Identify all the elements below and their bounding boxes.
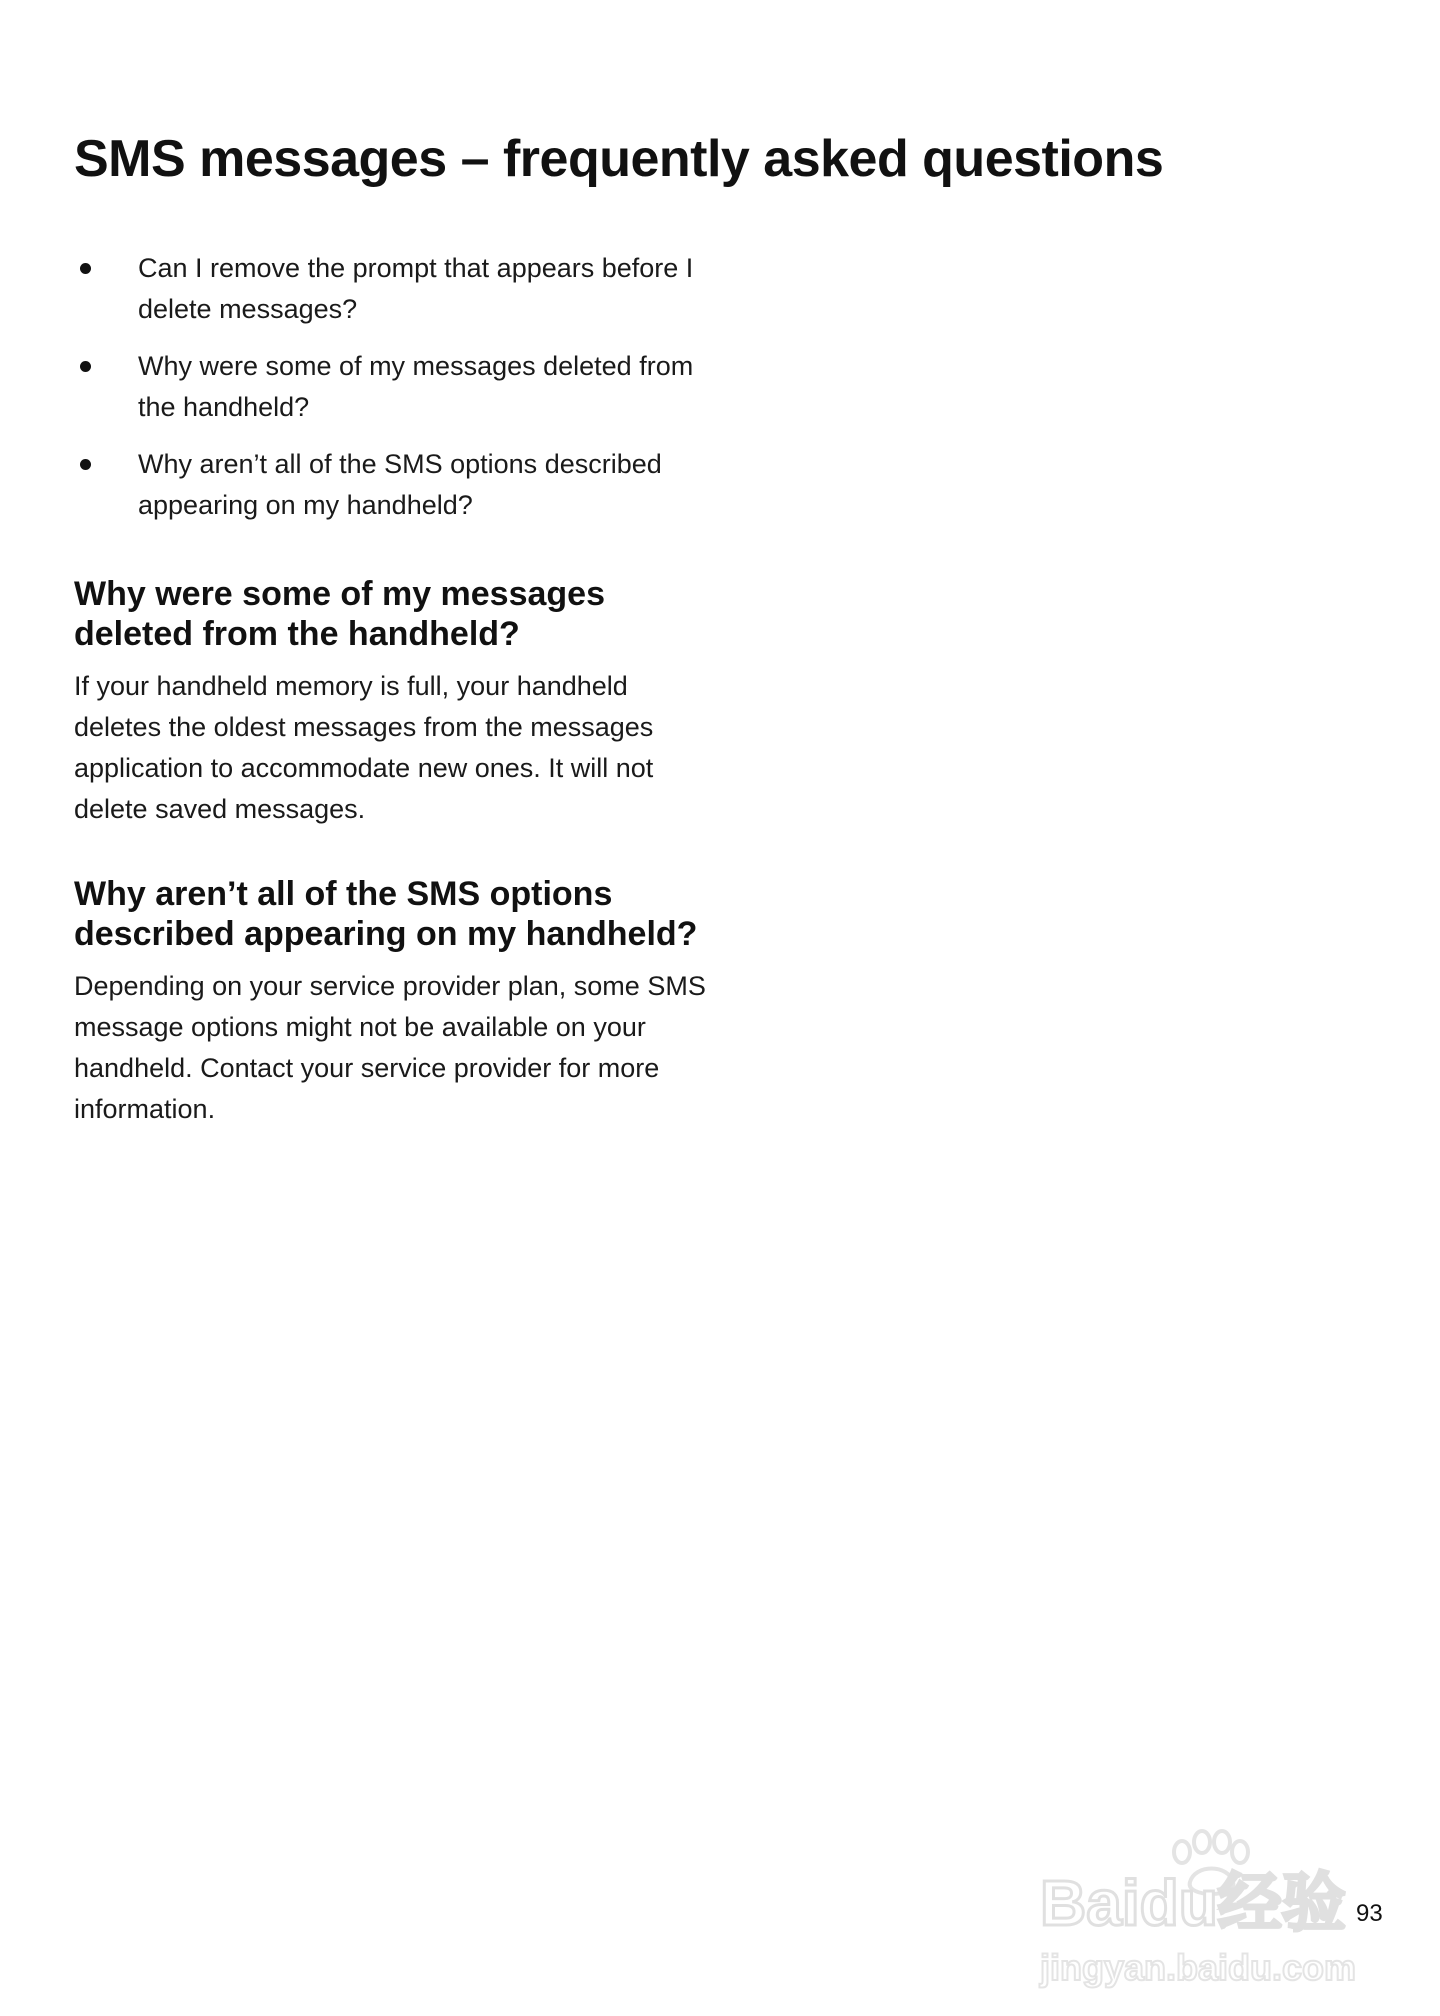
bullet-icon — [80, 459, 91, 470]
section-heading: Why were some of my messages deleted from the handheld? — [74, 575, 606, 653]
answer-section-deleted-messages — [74, 574, 714, 830]
bullet-icon — [80, 361, 91, 372]
question-list — [74, 248, 714, 542]
question-item — [74, 444, 714, 526]
page-title: SMS messages – frequently asked questions — [74, 130, 1164, 188]
question-text: Why aren’t all of the SMS options described appearing on my handheld? — [138, 449, 662, 520]
section-heading: Why aren’t all of the SMS options described appearing on my handheld? — [74, 875, 698, 953]
question-text: Can I remove the prompt that appears before I delete messages? — [138, 253, 694, 324]
page-number: 93 — [1356, 1900, 1383, 1927]
baidu-watermark — [1030, 1820, 1390, 1990]
bullet-icon — [80, 263, 91, 274]
section-body: If your handheld memory is full, your handheld deletes the oldest messages from the messages application to accommodate new ones. It will not delete saved messages. — [74, 671, 654, 824]
question-item — [74, 346, 714, 428]
answer-section-sms-options — [74, 874, 714, 1130]
question-item — [74, 248, 714, 330]
question-text: Why were some of my messages deleted from the handheld? — [138, 351, 694, 422]
watermark-brand: Baidu经验 — [1040, 1867, 1346, 1939]
section-body: Depending on your service provider plan, some SMS message options might not be available on your handheld. Contact your service provider for more information. — [74, 971, 706, 1124]
watermark-url: jingyan.baidu.com — [1040, 1947, 1357, 1988]
